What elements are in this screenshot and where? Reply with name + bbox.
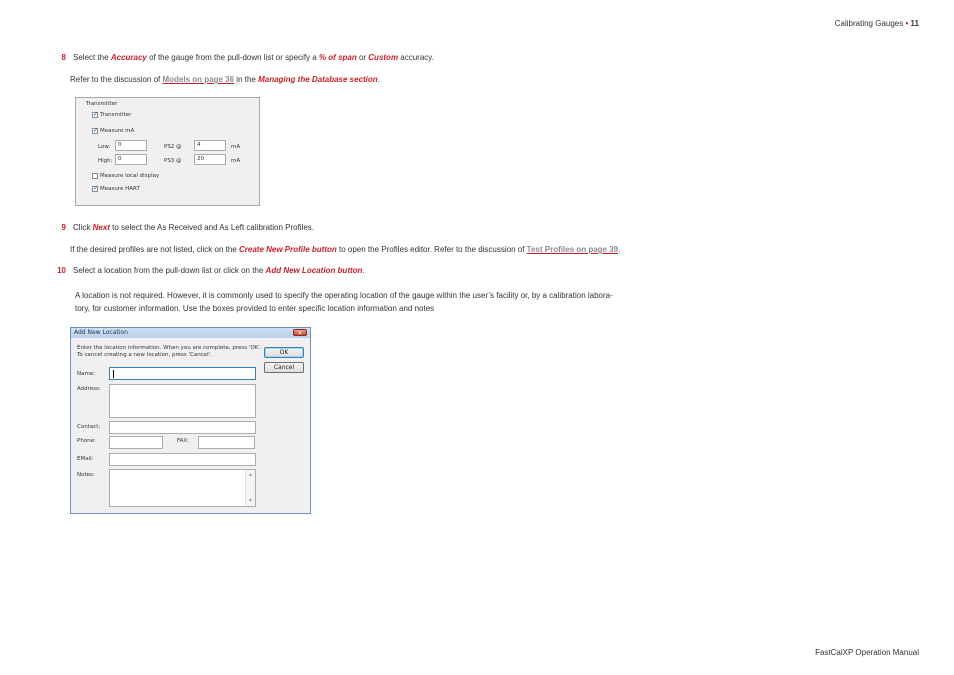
measure-hart-label: Measure HART [100, 186, 140, 192]
step-10-text [73, 266, 365, 275]
step-8-reference [70, 75, 380, 84]
step-10-paragraph [75, 289, 715, 315]
dialog-titlebar [71, 328, 310, 338]
ps3-unit: mA [231, 158, 241, 164]
transmitter-checkbox[interactable] [92, 112, 98, 118]
step-10-para-line-1: A location is not required. However, it is commonly used to specify the operating location of the gauge within the user’s facility or, by a calibration labora- [75, 291, 613, 300]
step-8-number: 8 [61, 53, 66, 62]
scroll-down-icon[interactable]: ▼ [248, 498, 253, 504]
ps3-input[interactable]: 20 [194, 154, 226, 165]
add-new-location-term: Add New Location button [265, 266, 363, 275]
address-input[interactable] [109, 384, 256, 418]
text-cursor [113, 370, 114, 378]
low-input[interactable]: 0 [115, 140, 147, 151]
step-10-para-line-2: tory, for customer information. Use the boxes provided to enter specific location information and notes [75, 304, 435, 313]
pct-span-term: % of span [318, 53, 357, 62]
page-number: 11 [910, 19, 919, 28]
create-new-profile-term: Create New Profile button [238, 245, 337, 254]
step-10-text-2: . [362, 266, 365, 275]
add-new-location-dialog [70, 327, 311, 514]
step-9-text [73, 223, 314, 232]
accuracy-term: Accuracy [110, 53, 147, 62]
transmitter-group-label: Transmitter [86, 101, 118, 107]
next-term: Next [92, 223, 110, 232]
notes-label: Notes: [77, 472, 95, 478]
contact-label: Contact: [77, 424, 101, 430]
step-9-para-2: to open the Profiles editor. Refer to the discussion of [336, 245, 527, 254]
measure-ma-checkbox[interactable] [92, 128, 98, 134]
step-10-number: 10 [57, 266, 66, 275]
measure-ma-label: Measure mA [100, 128, 135, 134]
step-9-para-1: If the desired profiles are not listed, click on the [70, 245, 239, 254]
transmitter-checkbox-label: Transmitter [100, 112, 132, 118]
step-8-text [73, 53, 434, 62]
email-label: EMail: [77, 456, 94, 462]
custom-term: Custom [368, 53, 399, 62]
ps2-input[interactable]: 4 [194, 140, 226, 151]
step-9-paragraph [70, 245, 620, 254]
header-bullet: • [905, 19, 909, 28]
close-icon[interactable]: ✕ [293, 329, 307, 336]
ref-text-2: in the [234, 75, 259, 84]
transmitter-panel [75, 97, 260, 206]
measure-hart-checkbox[interactable] [92, 186, 98, 192]
contact-input[interactable] [109, 421, 256, 434]
ref-text-1: Refer to the discussion of [70, 75, 163, 84]
notes-scrollbar[interactable] [245, 470, 255, 506]
ok-button[interactable]: OK [264, 347, 304, 358]
notes-input[interactable] [109, 469, 256, 507]
high-label: High: [98, 158, 113, 164]
phone-input[interactable] [109, 436, 163, 449]
step-8-text-1: Select the [73, 53, 111, 62]
step-8-text-4: accuracy. [398, 53, 434, 62]
cancel-button[interactable]: Cancel [264, 362, 304, 373]
phone-label: Phone: [77, 438, 96, 444]
step-9-text-1: Click [73, 223, 93, 232]
high-input[interactable]: 0 [115, 154, 147, 165]
fax-label: FAX: [177, 438, 190, 444]
dialog-instruction-2: To cancel creating a new location, press 'Cancel'. [77, 352, 212, 358]
measure-local-display-checkbox[interactable] [92, 173, 98, 179]
running-footer: FastCalXP Operation Manual [815, 648, 919, 657]
step-9-number: 9 [61, 223, 66, 232]
step-10-text-1: Select a location from the pull-down list or click on the [73, 266, 266, 275]
email-input[interactable] [109, 453, 256, 466]
managing-db-section: Managing the Database section [258, 75, 378, 84]
dialog-title: Add New Location [74, 329, 128, 336]
models-link[interactable]: Models on page 36 [162, 75, 235, 84]
fax-input[interactable] [198, 436, 255, 449]
step-9-para-3: . [618, 245, 621, 254]
name-input[interactable] [109, 367, 256, 380]
dialog-instruction-1: Enter the location information. When you are complete, press 'OK'. [77, 345, 262, 351]
test-profiles-link[interactable]: Test Profiles on page 39 [526, 245, 619, 254]
running-header [835, 19, 919, 28]
step-8-text-2: of the gauge from the pull-down list or specify a [146, 53, 319, 62]
ps2-unit: mA [231, 144, 241, 150]
low-label: Low: [98, 144, 111, 150]
measure-local-display-label: Measure local display [100, 173, 160, 179]
ref-text-3: . [377, 75, 380, 84]
address-label: Address: [77, 386, 101, 392]
scroll-up-icon[interactable]: ▲ [248, 472, 253, 478]
ps2-label: PS2 @ [164, 144, 182, 150]
section-title: Calibrating Gauges [834, 19, 904, 28]
step-9-text-2: to select the As Received and As Left calibration Profiles. [109, 223, 315, 232]
ps3-label: PS3 @ [164, 158, 182, 164]
step-8-text-3: or [356, 53, 369, 62]
name-label: Name: [77, 371, 96, 377]
